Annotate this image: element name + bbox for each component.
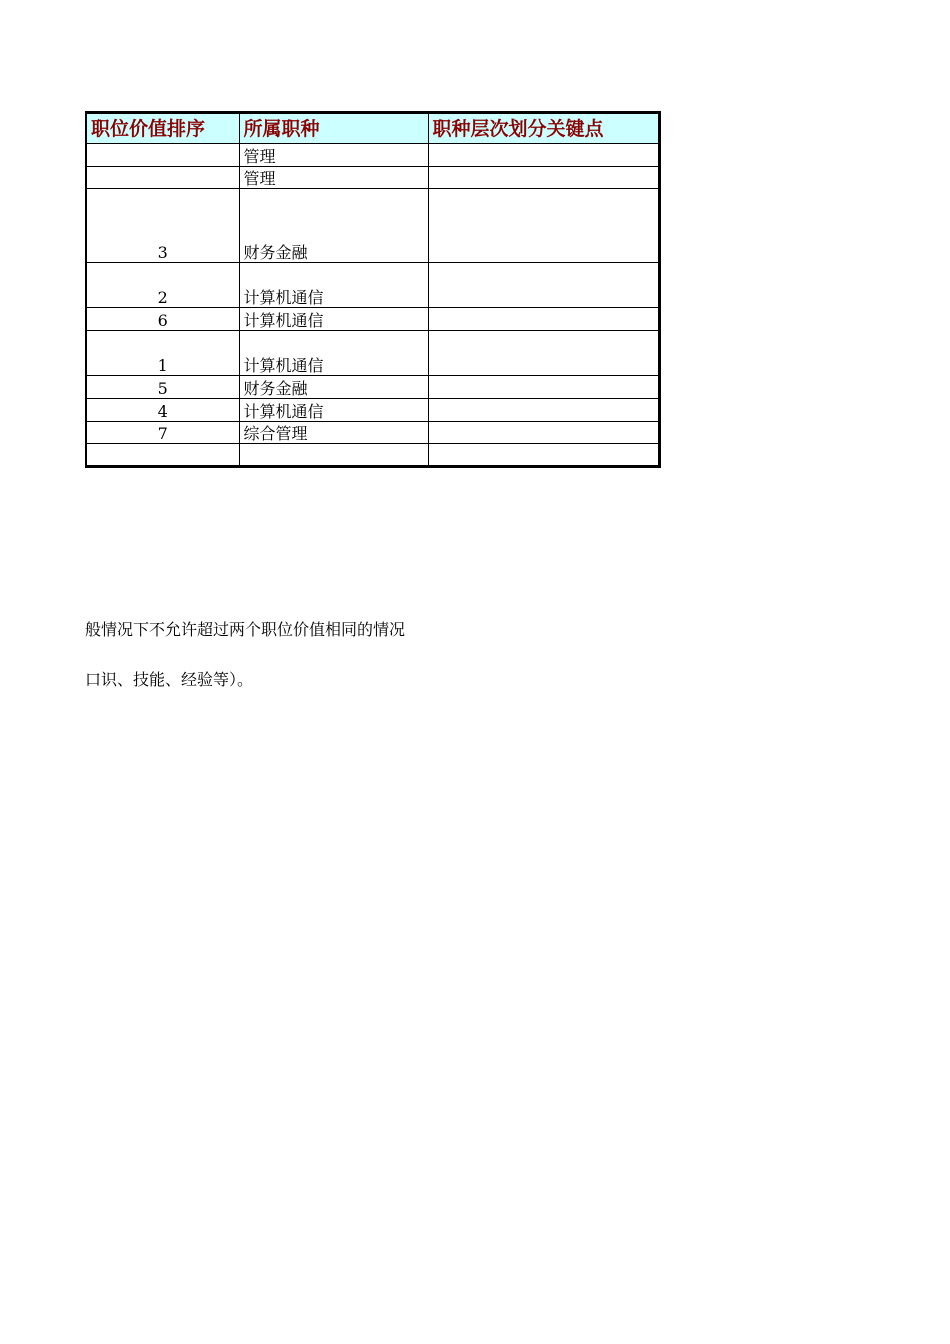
category-cell[interactable]: 计算机通信	[239, 308, 428, 331]
table-row	[86, 167, 659, 189]
table-row	[86, 189, 659, 263]
table-header-row	[86, 113, 659, 144]
rank-cell[interactable]: 4	[86, 399, 239, 422]
header-job-value-rank[interactable]: 职位价值排序	[86, 113, 239, 144]
table-row	[86, 308, 659, 331]
rank-cell[interactable]	[86, 144, 239, 167]
key-cell[interactable]	[428, 376, 659, 399]
key-cell[interactable]	[428, 444, 659, 467]
table-row	[86, 399, 659, 422]
rank-cell[interactable]	[86, 444, 239, 467]
category-cell[interactable]: 财务金融	[239, 189, 428, 263]
category-cell[interactable]: 综合管理	[239, 422, 428, 444]
rank-cell[interactable]: 1	[86, 331, 239, 376]
category-cell[interactable]: 管理	[239, 144, 428, 167]
key-cell[interactable]	[428, 144, 659, 167]
category-cell[interactable]	[239, 444, 428, 467]
rank-cell[interactable]: 6	[86, 308, 239, 331]
rank-cell[interactable]: 3	[86, 189, 239, 263]
table-row	[86, 144, 659, 167]
category-cell[interactable]: 计算机通信	[239, 263, 428, 308]
category-cell[interactable]: 计算机通信	[239, 331, 428, 376]
note-line-1: 般情况下不允许超过两个职位价值相同的情况	[85, 620, 406, 639]
table-row	[86, 331, 659, 376]
table-row	[86, 376, 659, 399]
note-line-2: 口识、技能、经验等）。	[85, 670, 254, 689]
rank-cell[interactable]: 2	[86, 263, 239, 308]
table-row	[86, 422, 659, 444]
rank-cell[interactable]: 7	[86, 422, 239, 444]
rank-cell[interactable]	[86, 167, 239, 189]
category-cell[interactable]: 计算机通信	[239, 399, 428, 422]
key-cell[interactable]	[428, 422, 659, 444]
table-row	[86, 444, 659, 467]
category-cell[interactable]: 管理	[239, 167, 428, 189]
header-level-division-key[interactable]: 职种层次划分关键点	[428, 113, 659, 144]
key-cell[interactable]	[428, 167, 659, 189]
key-cell[interactable]	[428, 189, 659, 263]
key-cell[interactable]	[428, 399, 659, 422]
header-job-category[interactable]: 所属职种	[239, 113, 428, 144]
rank-cell[interactable]: 5	[86, 376, 239, 399]
key-cell[interactable]	[428, 331, 659, 376]
key-cell[interactable]	[428, 308, 659, 331]
category-cell[interactable]: 财务金融	[239, 376, 428, 399]
table-row	[86, 263, 659, 308]
key-cell[interactable]	[428, 263, 659, 308]
job-ranking-table	[85, 111, 661, 468]
